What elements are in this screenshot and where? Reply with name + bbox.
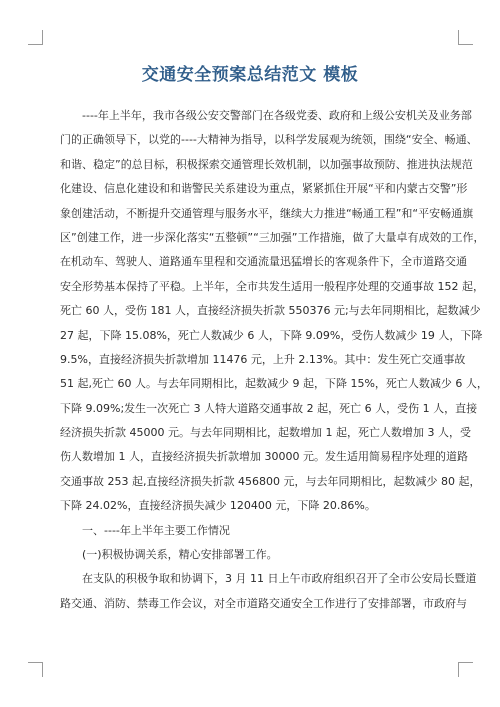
crop-mark-bottom-left (28, 662, 43, 677)
body-line-16: 交通事故 253 起,直接经济损失折款 456800 元，与去年同期相比，起数减少 80 起， (60, 474, 481, 488)
crop-mark-top-left (28, 30, 43, 45)
body-line-13: 下降 9.09%;发生一次死亡 3 人特大道路交通事故 2 起，死亡 6 人，受伤 1 人，直接 (60, 401, 478, 415)
body-line-12: 51 起,死亡 60 人。与去年同期相比，起数减少 9 起，下降 15%，死亡人数减少 6 人， (60, 377, 488, 391)
body-line-10: 27 起，下降 15.08%，死亡人数减少 6 人，下降 9.09%，受伤人数减少 19 人，下降 (60, 328, 483, 342)
body-line-15: 伤人数增加 1 人，直接经济损失折款增加 30000 元。发生适用简易程序处理的道路 (60, 450, 468, 464)
crop-mark-top-right (458, 30, 473, 45)
body-line-7: 在机动车、驾驶人、道路通车里程和交通流量迅猛增长的客观条件下，全市道路交通 (60, 255, 467, 269)
crop-mark-bottom-right (458, 662, 473, 677)
body-line-2: 门的正确领导下，以党的----大精神为指导，以科学发展观为统领，围绕“安全、畅通、 (60, 133, 478, 147)
body-line-1: ----年上半年，我市各级公安交警部门在各级党委、政府和上级公安机关及业务部 (82, 109, 472, 122)
document-body (60, 104, 488, 616)
body-line-8: 安全形势基本保持了平稳。上半年，全市共发生适用一般程序处理的交通事故 152 起， (60, 279, 484, 293)
body-line-6: 区”创建工作，进一步深化落实“五整顿”“三加强”工作措施，做了大量卓有成效的工作， (60, 230, 485, 244)
body-line-17: 下降 24.02%，直接经济损失减少 120400 元，下降 20.86%。 (60, 499, 376, 513)
body-line-21: 路交通、消防、禁毒工作会议，对全市道路交通安全工作进行了安排部署，市政府与 (60, 596, 467, 610)
body-line-20: 在支队的积极争取和协调下，3 月 11 日上午市政府组织召开了全市公安局长暨道 (82, 572, 477, 586)
body-line-4: 化建设、信息化建设和和谐警民关系建设为重点，紧紧抓住开展“平和内蒙古交警”形 (60, 182, 468, 196)
body-line-5: 象创建活动，不断提升交通管理与服务水平，继续大力推进“畅通工程”和“平安畅通旗 (60, 206, 474, 220)
body-line-9: 死亡 60 人，受伤 181 人，直接经济损失折款 550376 元;与去年同期相比，起数减少 (60, 304, 481, 318)
body-line-3: 和谐、稳定”的总目标，积极探索交通管理长效机制，以加强事故预防、推进执法规范 (60, 157, 473, 171)
section-heading-1: 一、----年上半年主要工作情况 (82, 523, 230, 537)
body-line-11: 9.5%，直接经济损失折款增加 11476 元，上升 2.13%。其中：发生死亡交通事故 (60, 352, 466, 366)
document-title: 交通安全预案总结范文 模板 (141, 65, 359, 85)
subsection-heading-1: (一)积极协调关系，精心安排部署工作。 (82, 548, 278, 562)
body-line-14: 经济损失折款 45000 元。与去年同期相比，起数增加 1 起，死亡人数增加 3 人，受 (60, 426, 471, 440)
